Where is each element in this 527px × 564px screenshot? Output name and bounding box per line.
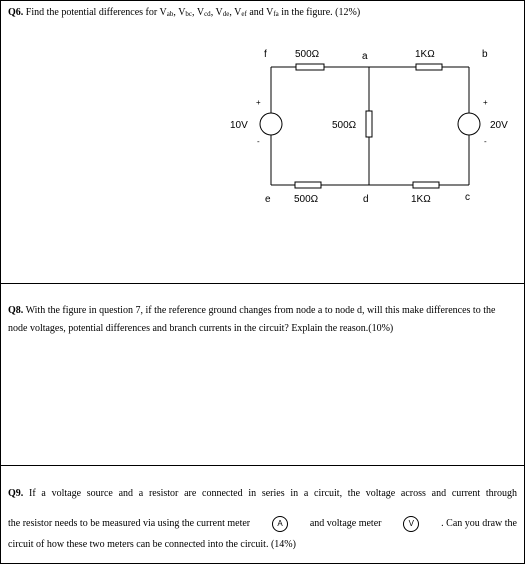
source-plus-left: + [256,98,261,107]
q6-sub-fa: fa [273,10,279,18]
resistor-dc [413,182,439,188]
q6-text-after: in the figure. (12%) [278,7,361,18]
source-label-left: 10V [230,120,248,131]
source-plus-right: + [483,98,488,107]
node-label-c: c [465,192,470,203]
resistor-label-dc: 1KΩ [411,194,431,205]
ammeter-icon: A [272,516,288,532]
node-label-b: b [482,49,488,60]
question-9-line-1 [8,485,517,503]
resistor-ad [366,111,372,137]
question-9-box [0,465,525,564]
question-9-label: Q9. [8,488,24,499]
question-9-line-1-text: If a voltage source and a resistor are connected in series in a circuit, the voltage across and current through [23,488,517,499]
source-minus-left: - [257,137,260,146]
question-8-body: With the figure in question 7, if the reference ground changes from node a to node d, will this make differences to the node voltages, potential differences and branch currents in the circuit? Explain the reason.(10%) [8,305,496,334]
source-label-right: 20V [490,120,508,131]
q6-sep: , V [173,7,186,18]
resistor-label-ab: 1KΩ [415,49,435,60]
voltage-source-right [458,113,480,135]
resistor-ed [295,182,321,188]
q9-line2-part-a: the resistor needs to be measured via using the current meter [8,518,251,529]
q6-sep: , V [210,7,223,18]
q6-sub-ef: ef [241,10,247,18]
node-label-f: f [264,49,267,60]
q9-line2-part-c: . Can you draw the [441,518,517,529]
q9-line2-part-b: and voltage meter [309,518,382,529]
q6-sub-cd: cd [204,10,211,18]
q6-sep: , V [229,7,242,18]
question-6-box [0,0,525,283]
q6-text-before: Find the potential differences for V [23,7,167,18]
voltmeter-icon: V [403,516,419,532]
resistor-label-fa: 500Ω [295,49,320,60]
node-label-e: e [265,194,271,205]
resistor-fa [296,64,324,70]
resistor-label-ed: 500Ω [294,194,319,205]
q6-sep: , V [192,7,205,18]
question-9-line-2 [8,515,517,533]
question-8-text [8,302,517,338]
resistor-label-ad: 500Ω [332,120,357,131]
question-8-box [0,283,525,465]
q6-sep: and V [246,7,274,18]
source-minus-right: - [484,137,487,146]
question-9-line-3 [8,536,517,554]
question-8-label: Q8. [8,305,24,316]
node-label-d: d [363,194,369,205]
q6-sub-de: de [222,10,230,18]
voltage-source-left [260,113,282,135]
q9-line3-text: circuit of how these two meters can be connected into the circuit. (14%) [8,539,296,550]
q6-sub-ab: ab [166,10,174,18]
question-6-label: Q6. [8,7,24,18]
circuit-diagram [1,1,526,284]
node-label-a: a [362,51,368,62]
resistor-ab [416,64,442,70]
q6-sub-bc: bc [185,10,193,18]
